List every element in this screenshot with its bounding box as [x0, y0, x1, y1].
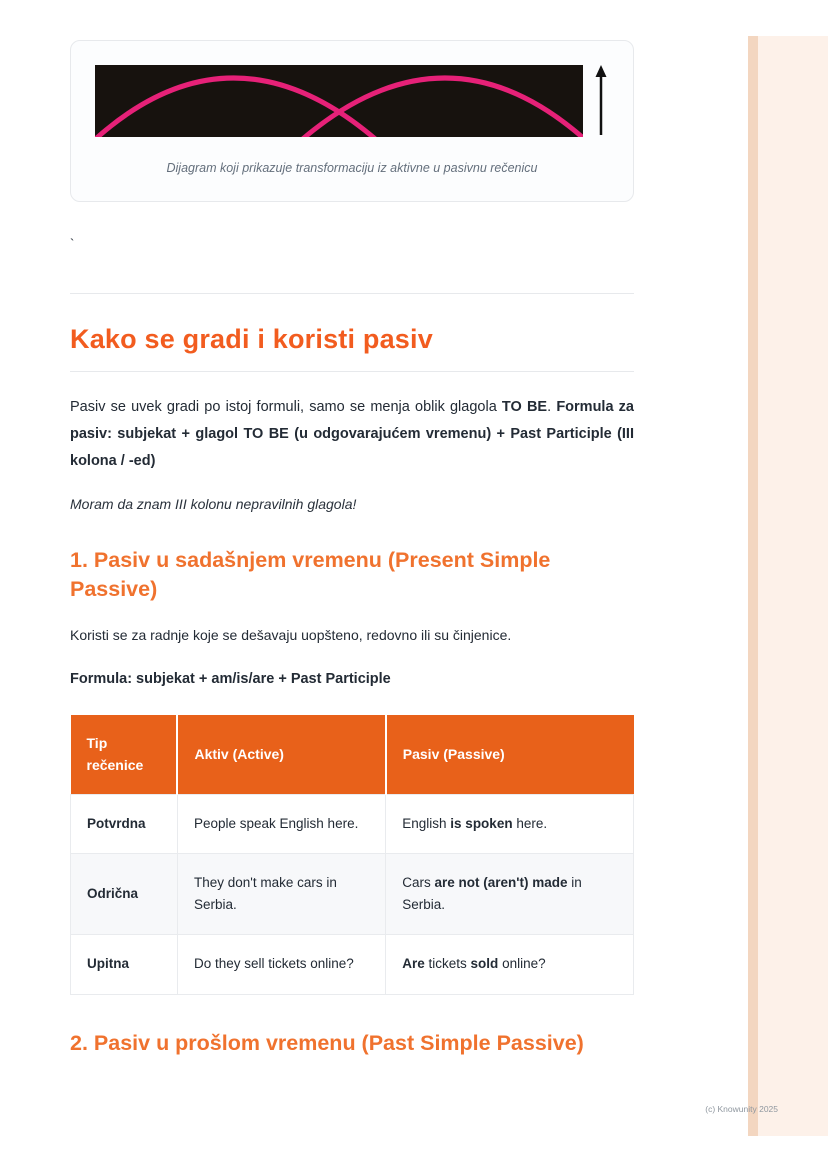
intro-seg2-bold: TO BE	[501, 399, 548, 415]
right-rail-strip	[748, 36, 758, 1136]
row-passive-cell	[386, 935, 634, 994]
passive-seg-bold: are not (aren't) made	[434, 874, 568, 890]
note-italic: Moram da znam III kolonu nepravilnih glagola!	[70, 496, 357, 513]
passive-table	[70, 715, 634, 995]
passive-seg-bold: Are	[402, 956, 425, 972]
right-decorative-rail	[748, 36, 828, 1136]
row-type-cell: Upitna	[71, 935, 178, 994]
diagram-row	[95, 65, 609, 137]
row-active-cell: Do they sell tickets online?	[177, 935, 385, 994]
intro-seg1: Pasiv se uvek gradi po istoj formuli, samo se menja oblik glagola	[70, 399, 502, 415]
passive-seg: tickets	[424, 956, 471, 972]
row-type-cell: Odrična	[71, 853, 178, 935]
passive-seg: here.	[512, 815, 548, 831]
passive-seg: Cars	[402, 874, 435, 890]
intro-seg4-bold: Formula za pasiv: subjekat + glagol TO BE (u odgovarajućem vremenu) + Past Participle (III kolona / -ed)	[70, 399, 634, 469]
passive-seg-bold: is spoken	[450, 815, 513, 831]
title-divider	[70, 371, 634, 372]
passive-seg: in Serbia.	[402, 874, 582, 913]
row-active-cell: People speak English here.	[177, 794, 385, 853]
passive-seg-bold: sold	[470, 956, 499, 972]
header-tip-recenice: Tip rečenice	[71, 715, 178, 794]
row-active-cell: They don't make cars in Serbia.	[177, 853, 385, 935]
table-row	[71, 794, 634, 853]
past-simple-heading: 2. Pasiv u prošlom vremenu (Past Simple Passive)	[70, 1030, 584, 1055]
table-header-row	[71, 715, 634, 794]
transformation-diagram	[95, 65, 583, 137]
header-aktiv: Aktiv (Active)	[177, 715, 385, 794]
header-pasiv: Pasiv (Passive)	[386, 715, 634, 794]
present-simple-description: Koristi se za radnje koje se dešavaju uopšteno, redovno ili su činjenice.	[70, 627, 512, 644]
row-type-cell: Potvrdna	[71, 794, 178, 853]
passive-seg: online?	[498, 956, 546, 972]
intro-paragraph	[70, 394, 634, 474]
diagram-arcs-icon	[95, 65, 583, 137]
row-passive-cell	[386, 794, 634, 853]
page-title: Kako se gradi i koristi pasiv	[70, 324, 433, 354]
figure-caption: Dijagram koji prikazuje transformaciju iz aktivne u pasivnu rečenicu	[166, 161, 538, 175]
present-simple-heading: 1. Pasiv u sadašnjem vremenu (Present Simple Passive)	[70, 548, 551, 602]
document-content	[70, 0, 634, 1058]
table-row	[71, 935, 634, 994]
present-simple-formula: Formula: subjekat + am/is/are + Past Participle	[70, 670, 391, 687]
copyright-text: (c) Knowunity 2025	[705, 1104, 778, 1114]
passive-seg: English	[402, 815, 451, 831]
figure-card	[70, 40, 634, 202]
table-row	[71, 853, 634, 935]
row-passive-cell	[386, 853, 634, 935]
stray-backtick: `	[70, 236, 75, 251]
section-divider	[70, 293, 634, 294]
arrow-up-icon	[593, 65, 609, 137]
intro-seg3: .	[547, 399, 557, 415]
